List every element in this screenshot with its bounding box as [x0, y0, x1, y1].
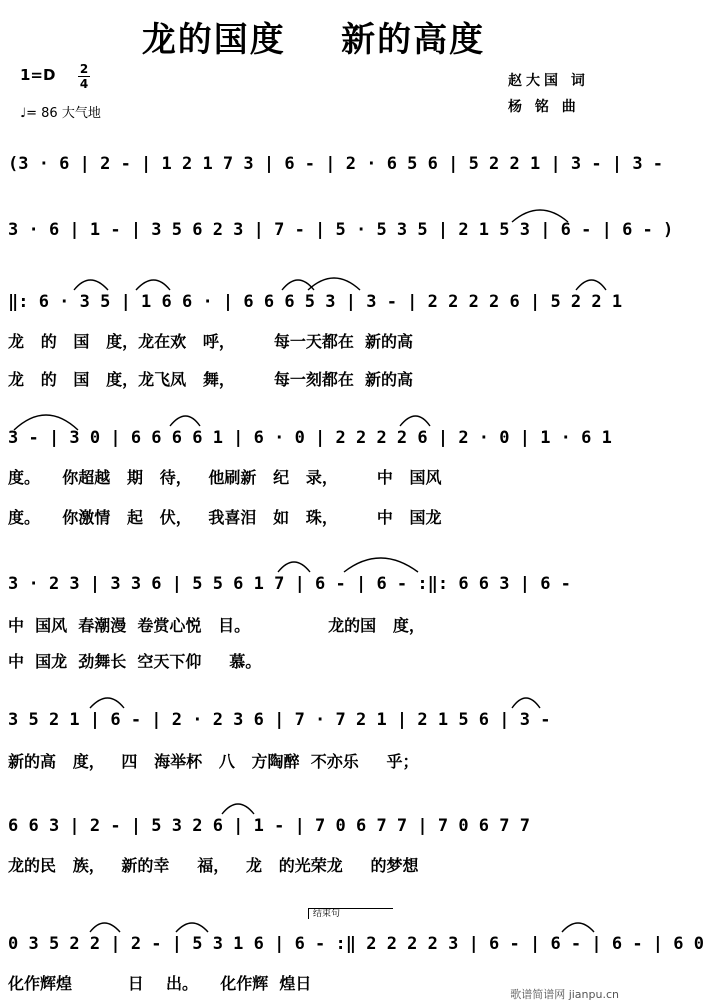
watermark: 歌谱简谱网 jianpu.cn	[510, 988, 619, 1001]
time-signature-bottom: 4	[79, 77, 89, 91]
lyric-row-3-verse-2: 龙 的 国 度，龙飞凤 舞， 每一刻都在 新的高	[8, 370, 413, 389]
ending-phrase-label: 结束句	[308, 908, 393, 919]
time-signature	[78, 62, 90, 91]
time-signature-top: 2	[79, 62, 89, 76]
notation-row-7: 6 6 3 | 2 - | 5 3 2 6 | 1 - | 7 0 6 7 7 | 7 0 6 7 7	[8, 816, 530, 836]
lyric-row-5-verse-2: 中 国龙 劲舞长 空天下仰 慕。	[8, 652, 262, 671]
lyric-row-7: 龙的民 族， 新的幸 福， 龙 的光荣龙 的梦想	[8, 856, 419, 875]
notation-row-1: (3 · 6 | 2 - | 1 2 1 7 3 | 6 - | 2 · 6 5 6 | 5 2 2 1 | 3 - | 3 -	[8, 154, 664, 174]
lyric-row-4-verse-1: 度。 你超越 期 待， 他刷新 纪 录， 中 国风	[8, 468, 442, 487]
notation-row-8: 0 3 5 2 2 | 2 - | 5 3 1 6 | 6 - :‖ 2 2 2 2 3 | 6 - | 6 - | 6 - | 6 0	[8, 934, 704, 954]
key-signature: 1=D	[20, 66, 56, 84]
lyric-row-6: 新的高 度， 四 海举杯 八 方陶醉 不亦乐 乎；	[8, 752, 419, 771]
notation-row-2: 3 · 6 | 1 - | 3 5 6 2 3 | 7 - | 5 · 5 3 5 | 2 1 5 3 | 6 - | 6 - )	[8, 220, 674, 240]
lyric-row-8: 化作辉煌 日 出。 化作辉 煌日	[8, 974, 312, 993]
lyric-row-4-verse-2: 度。 你激情 起 伏， 我喜泪 如 珠， 中 国龙	[8, 508, 442, 527]
tempo-marking: ♩= 86 大气地	[20, 106, 101, 121]
lyric-row-5-verse-1: 中 国风 春潮漫 卷赏心悦 目。 龙的国 度，	[8, 616, 425, 635]
song-title: 龙的国度 新的高度	[141, 20, 486, 60]
notation-row-3: ‖: 6 · 3 5 | 1 6 6 · | 6 6 6 5 3 | 3 - | 2 2 2 2 6 | 5 2 2 1	[8, 292, 623, 312]
lyric-row-3-verse-1: 龙 的 国 度，龙在欢 呼， 每一天都在 新的高	[8, 332, 413, 351]
composer-credit: 杨 铭 曲	[508, 99, 580, 115]
notation-row-5: 3 · 2 3 | 3 3 6 | 5 5 6 1 7 | 6 - | 6 - :‖: 6 6 3 | 6 -	[8, 574, 571, 594]
lyricist-credit: 赵大国 词	[508, 73, 589, 89]
notation-row-4: 3 - | 3 0 | 6 6 6 6 1 | 6 · 0 | 2 2 2 2 6 | 2 · 0 | 1 · 6 1	[8, 428, 612, 448]
notation-row-6: 3 5 2 1 | 6 - | 2 · 2 3 6 | 7 · 7 2 1 | 2 1 5 6 | 3 -	[8, 710, 551, 730]
